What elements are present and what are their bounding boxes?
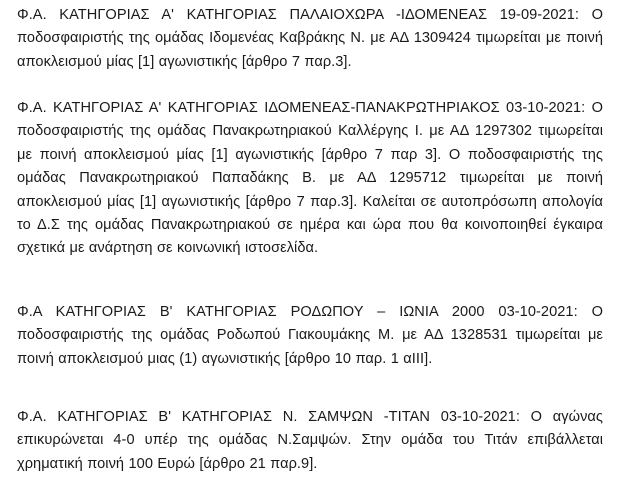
paragraph-palaiochora-idomeneas: Φ.Α. ΚΑΤΗΓΟΡΙΑΣ Α' ΚΑΤΗΓΟΡΙΑΣ ΠΑΛΑΙΟΧΩΡΑ -ΙΔΟΜΕΝΕΑΣ 19-09-2021: Ο ποδοσφαιριστής της ομάδας Ιδομενέας Καβράκης Ν. με ΑΔ 1309424 τιμωρείται με ποινή αποκλεισμού μίας [1] αγωνιστικής [άρθρο 7 παρ.3]. [17,7,603,70]
paragraph-rodopou-ionia: Φ.Α ΚΑΤΗΓΟΡΙΑΣ Β' ΚΑΤΗΓΟΡΙΑΣ ΡΟΔΩΠΟΥ – ΙΩΝΙΑ 2000 03-10-2021: Ο ποδοσφαιριστής της ομάδας Ροδωπού Γιακουμάκης Μ. με ΑΔ 1328531 τιμωρείται με ποινή αποκλεισμού μιας (1) αγωνιστικής [άρθρο 10 παρ. 1 αIII]. [17,304,603,367]
paragraph-idomeneas-panakrotiriakos: Φ.Α. ΚΑΤΗΓΟΡΙΑΣ Α' ΚΑΤΗΓΟΡΙΑΣ ΙΔΟΜΕΝΕΑΣ-ΠΑΝΑΚΡΩΤΗΡΙΑΚΟΣ 03-10-2021: Ο ποδοσφαιριστής της ομάδας Πανακρωτηριακού Καλλέργης Ι. με ΑΔ 1297302 τιμωρείται με ποινή αποκλεισμού μίας [1] αγωνιστικής [άρθρο 7 παρ 3]. Ο ποδοσφαιριστής της ομάδας Πανακρωτηριακού Παπαδάκης Β. με ΑΔ 1295712 τιμωρείται με ποινή αποκλεισμού μίας [1] αγωνιστικής [άρθρο 7 παρ.3]. Καλείται σε αυτοπρόσωπη απολογία το Δ.Σ της ομάδας Πανακρωτηριακού σε ημέρα και ώρα που θα κοινοποιηθεί έγκαιρα σχετικά με ανάρτηση σε κοινωνική ιστοσελίδα. [17,100,603,257]
paragraph-n-sampson-titan: Φ.Α. ΚΑΤΗΓΟΡΙΑΣ Β' ΚΑΤΗΓΟΡΙΑΣ Ν. ΣΑΜΨΩΝ -ΤΙΤΑΝ 03-10-2021: Ο αγώνας επικυρώνεται 4-0 υπέρ της ομάδας Ν.Σαμψών. Στην ομάδα του Τιτάν επιβάλλεται χρηματική ποινή 100 Ευρώ [άρθρο 21 παρ.9]. [17,409,603,472]
